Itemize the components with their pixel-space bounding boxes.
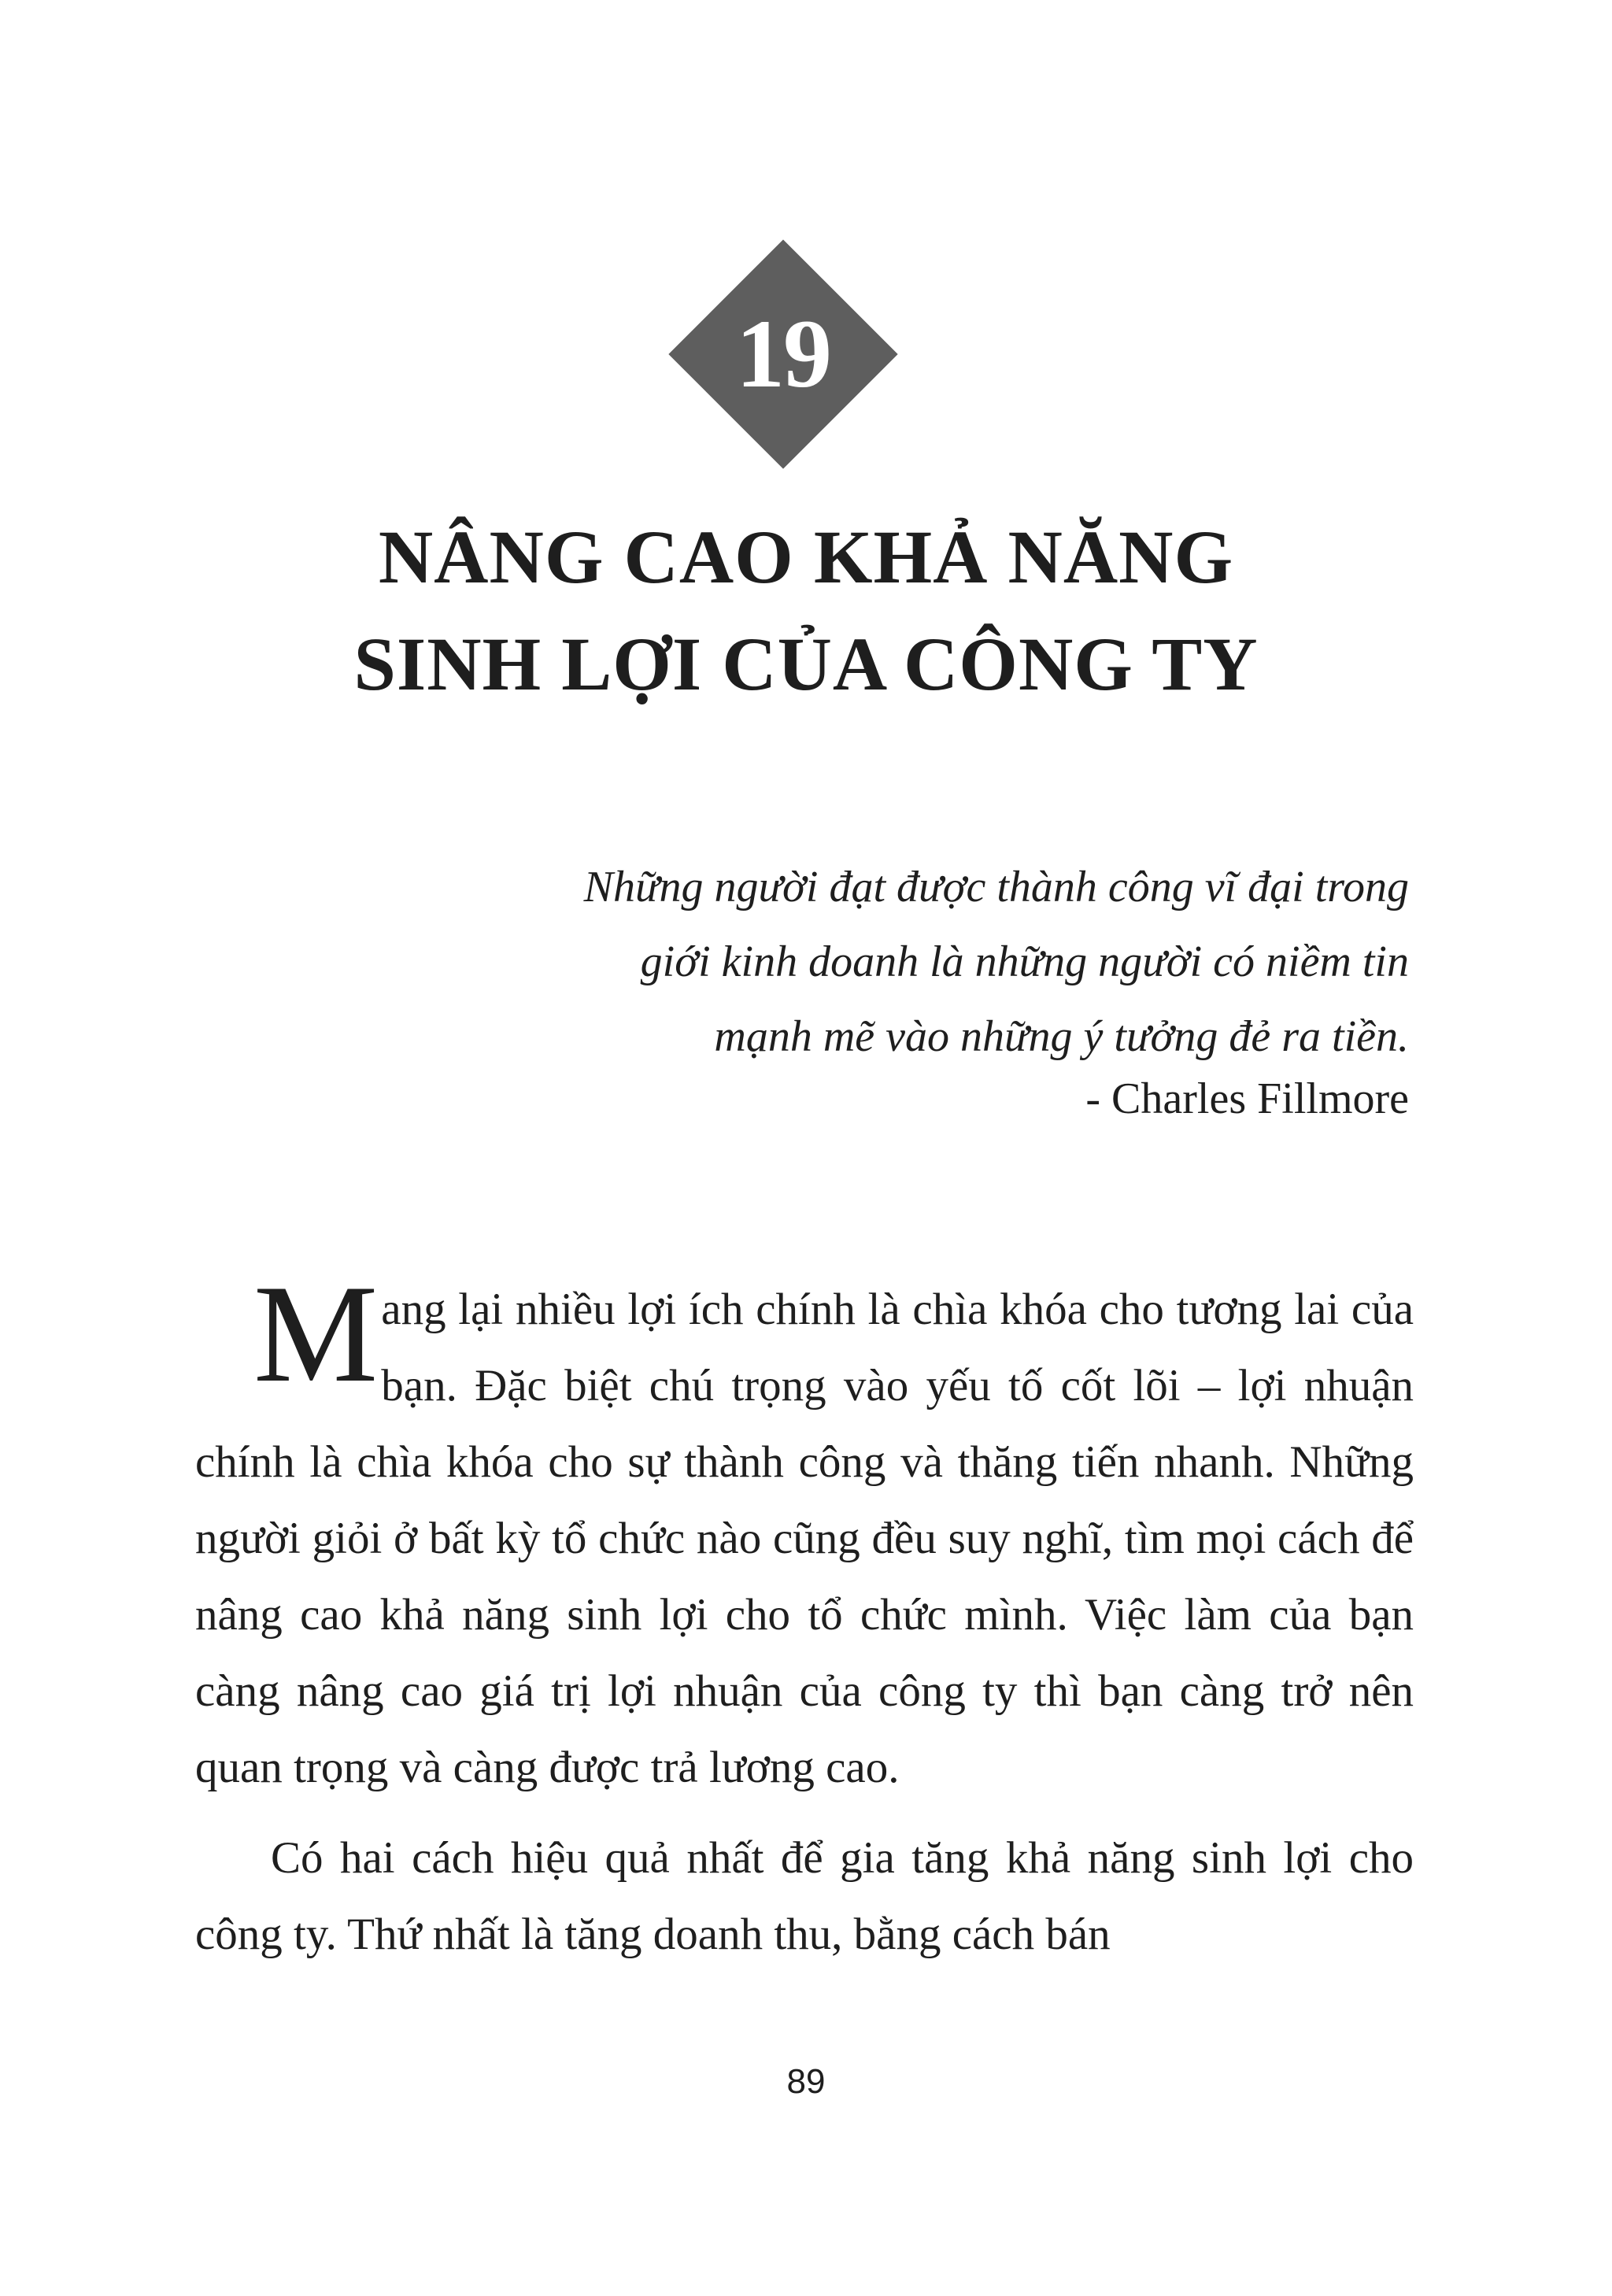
body-text xyxy=(195,1255,1414,1972)
page-number: 89 xyxy=(786,2062,826,2101)
chapter-title xyxy=(0,504,1612,718)
chapter-number-badge xyxy=(669,240,897,468)
paragraph-1-text: ang lại nhiều lợi ích chính là chìa khóa cho tương lai của bạn. Đặc biệt chú trọng vào yếu tố cốt lõi – lợi nhuận chính là chìa khóa cho sự thành công và thăng tiến nhanh. Những người giỏi ở bất kỳ tổ chức nào cũng đều suy nghĩ, tìm mọi cách để nâng cao khả năng sinh lợi cho tổ chức mình. Việc làm của bạn càng nâng cao giá trị lợi nhuận của công ty thì bạn càng trở nên quan trọng và càng được trả lương cao. xyxy=(195,1285,1414,1792)
chapter-title-line-2: SINH LỢI CỦA CÔNG TY xyxy=(353,622,1259,706)
paragraph-1 xyxy=(195,1255,1414,1806)
chapter-number: 19 xyxy=(736,300,830,408)
epigraph-line: Những người đạt được thành công vĩ đại trong xyxy=(583,863,1409,911)
epigraph-line: giới kinh doanh là những người có niềm tin xyxy=(640,937,1409,986)
chapter-title-line-1: NÂNG CAO KHẢ NĂNG xyxy=(378,515,1234,599)
epigraph-line: mạnh mẽ vào những ý tưởng đẻ ra tiền. xyxy=(714,1012,1409,1061)
paragraph-2: Có hai cách hiệu quả nhất để gia tăng khả năng sinh lợi cho công ty. Thứ nhất là tăng doanh thu, bằng cách bán xyxy=(195,1833,1414,1959)
drop-cap: M xyxy=(253,1255,379,1411)
epigraph-attribution: - Charles Fillmore xyxy=(1085,1074,1409,1123)
epigraph-quote xyxy=(464,850,1409,1074)
